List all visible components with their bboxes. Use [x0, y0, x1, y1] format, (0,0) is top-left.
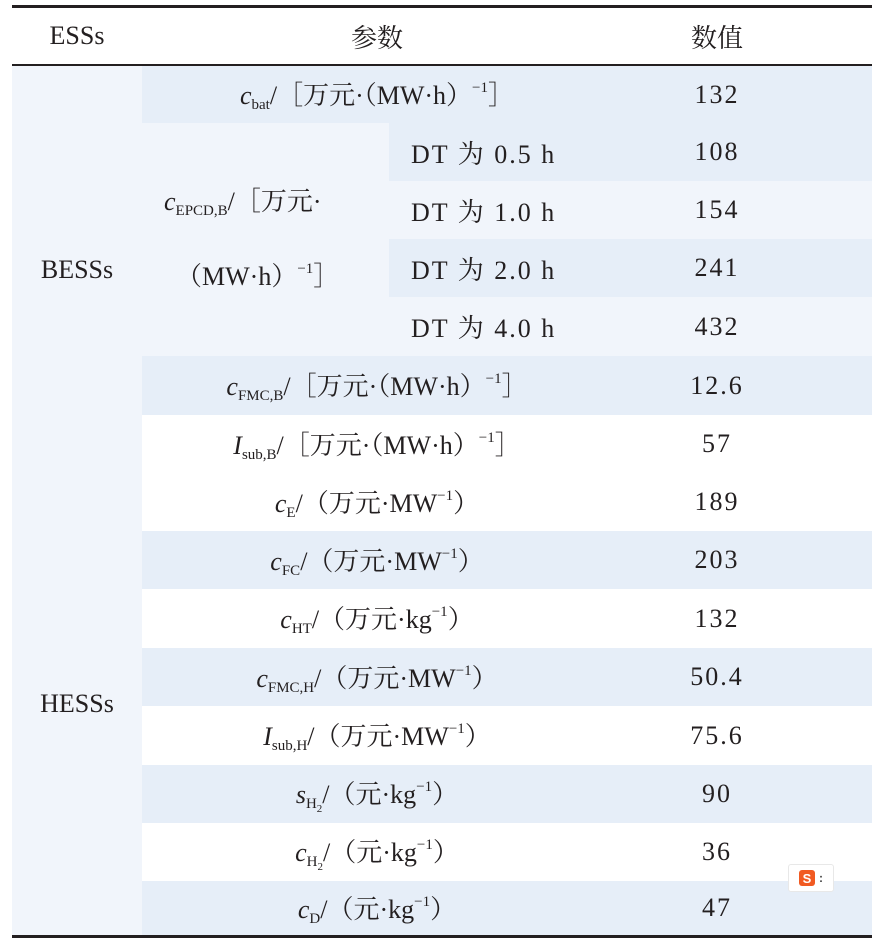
unit: /［万元·（MW·h） — [276, 430, 479, 460]
value-cbat: 132 — [694, 79, 740, 109]
unit-close: ］ — [501, 372, 528, 401]
param-value: 50.4 — [690, 662, 744, 691]
value-isub-b: 57 — [702, 429, 732, 458]
unit: /［万元·（MW·h） — [269, 81, 473, 110]
dt-row — [389, 181, 872, 239]
unit-close: ） — [471, 663, 498, 693]
subscript: EPCD,B — [175, 203, 228, 219]
hess-row — [142, 473, 872, 531]
symbol: c — [270, 546, 282, 576]
param-isub-b — [142, 415, 872, 473]
subscript: FC — [281, 562, 301, 579]
unit-close: ） — [432, 837, 459, 867]
unit: /［万元·（MW·h） — [283, 372, 486, 401]
unit-close: ） — [432, 779, 459, 809]
sogou-ime-icon[interactable] — [788, 864, 834, 892]
hess-row — [142, 823, 872, 881]
unit-close: ） — [457, 546, 484, 576]
param-value: 132 — [694, 603, 740, 633]
unit-close: ） — [453, 488, 480, 518]
unit: /（元·kg — [322, 779, 417, 809]
exponent: −1 — [416, 836, 433, 853]
unit-close: ） — [447, 605, 474, 634]
subscript: H2 — [306, 853, 323, 873]
exponent: −1 — [485, 371, 502, 387]
unit-close: ） — [464, 722, 491, 751]
hess-row — [142, 648, 872, 706]
unit-close: ］ — [488, 81, 515, 110]
hess-row — [142, 589, 872, 648]
dt-value: 241 — [694, 253, 740, 282]
exponent: −1 — [414, 893, 431, 910]
param-label — [295, 832, 459, 873]
unit: /（元·kg — [320, 894, 415, 924]
unit: /（万元·MW — [300, 546, 442, 576]
dt-row — [389, 123, 872, 181]
symbol: c — [239, 81, 252, 110]
dt-value: 432 — [694, 311, 740, 341]
param-label — [298, 889, 456, 928]
ime-menu-icon[interactable]: : — [819, 871, 823, 885]
hess-row — [142, 881, 872, 935]
subscript: sub,H — [271, 738, 308, 754]
unit-line2: （MW·h） — [176, 262, 298, 291]
symbol: c — [280, 605, 292, 634]
unit: /（元·kg — [323, 837, 417, 867]
dt-value: 108 — [694, 137, 740, 166]
exponent: −1 — [431, 604, 448, 620]
hess-row — [142, 765, 872, 823]
symbol: c — [295, 837, 307, 867]
unit: /（万元·MW — [295, 488, 438, 518]
subscript: FMC,B — [237, 388, 284, 404]
exponent: −1 — [472, 80, 489, 96]
exponent: −1 — [297, 261, 314, 277]
exponent: −1 — [455, 662, 472, 679]
subscript: sub,B — [241, 446, 277, 463]
dt-label: DT 为 2.0 h — [411, 255, 557, 285]
param-label — [296, 774, 458, 815]
param-value: 75.6 — [690, 720, 744, 750]
header-value: 数值 — [690, 23, 743, 53]
dt-label: DT 为 0.5 h — [411, 139, 557, 169]
exponent: −1 — [437, 487, 454, 504]
dt-row — [389, 239, 872, 297]
dt-label: DT 为 4.0 h — [411, 314, 557, 343]
unit-close: ］ — [313, 262, 340, 291]
header-param: 参数 — [350, 23, 403, 53]
subscript: E — [286, 504, 296, 521]
subscript: HT — [291, 621, 312, 637]
header-ess: ESSs — [49, 21, 105, 50]
subscript: FMC,H — [267, 679, 315, 696]
subscript: H2 — [305, 795, 323, 815]
symbol: c — [274, 488, 287, 518]
unit-line1: /［万元· — [227, 187, 322, 216]
unit: /（万元·kg — [311, 605, 432, 634]
param-value: 36 — [702, 837, 732, 866]
dt-row — [389, 297, 872, 356]
symbol: c — [164, 187, 176, 216]
symbol: I — [263, 722, 272, 751]
dt-value: 154 — [694, 195, 740, 224]
param-label — [256, 658, 497, 697]
exponent: −1 — [441, 545, 458, 562]
symbol: c — [256, 663, 268, 693]
param-value: 189 — [694, 487, 740, 516]
param-value: 90 — [702, 779, 732, 808]
symbol: c — [226, 372, 238, 401]
unit: /（万元·MW — [307, 722, 449, 751]
subscript: D — [309, 910, 321, 927]
param-cfmc-b — [142, 356, 872, 415]
group-bess: BESSs — [12, 66, 142, 473]
unit: /（万元·MW — [314, 663, 456, 693]
dt-label: DT 为 1.0 h — [411, 197, 557, 227]
param-label — [280, 599, 473, 638]
unit-close: ） — [430, 894, 457, 924]
symbol: c — [297, 894, 310, 924]
symbol: I — [233, 430, 242, 460]
subscript: bat — [251, 97, 270, 113]
param-label — [275, 483, 479, 522]
group-hess: HESSs — [12, 473, 142, 935]
unit-close: ］ — [494, 430, 521, 460]
exponent: −1 — [478, 429, 495, 446]
symbol: s — [295, 779, 306, 809]
exponent: −1 — [448, 721, 465, 737]
hess-row — [142, 706, 872, 765]
ime-letter: S — [799, 870, 815, 886]
param-label — [263, 716, 491, 755]
param-value: 47 — [702, 893, 732, 922]
param-cbat — [142, 66, 872, 123]
param-cepcd — [142, 123, 389, 356]
bottom-rule — [12, 935, 872, 938]
param-label — [270, 541, 483, 580]
value-cfmc-b: 12.6 — [690, 370, 744, 400]
hess-row — [142, 531, 872, 589]
param-value: 203 — [694, 545, 740, 574]
exponent: −1 — [416, 778, 433, 795]
